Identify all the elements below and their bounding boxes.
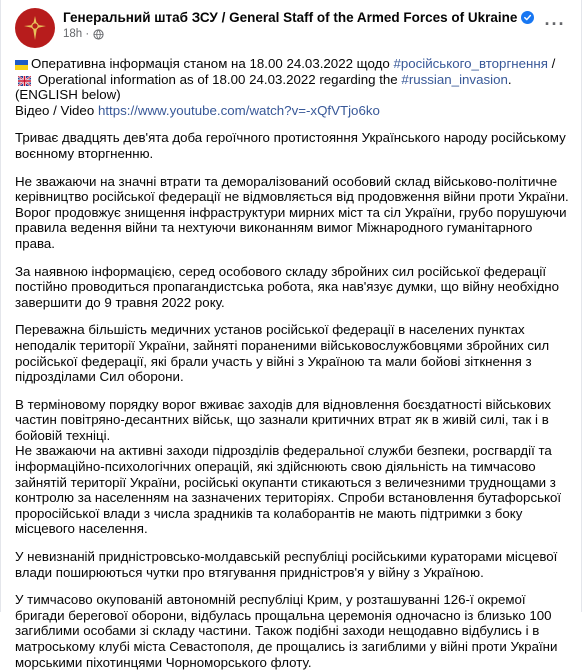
- general-staff-emblem-icon: [20, 13, 50, 43]
- post-meta: [63, 8, 541, 40]
- post-subline: [63, 28, 541, 40]
- paragraph-4: Переважна більшість медичних установ російської федерації в населених пунктах неподалік території України, зайняті пораненими військовослужбовцями збройних сил російської федерації, які брали участь у війні з Україною та мали бойові зіткнення з підрозділами Сил оборони.: [15, 322, 550, 385]
- globe-icon: [93, 29, 104, 40]
- hashtag-russian-invasion-ua[interactable]: #російського_вторгнення: [393, 56, 548, 71]
- ukraine-flag-icon: [15, 60, 28, 70]
- intro-ua-text: Оперативна інформація станом на 18.00 24.03.2022 щодо: [31, 56, 390, 71]
- post-header: [15, 8, 569, 48]
- paragraph-6: У невизнаній придністровсько-молдавській республіці російськими кураторами місцевої влади поширюються чутки про втягування придністров'я у війну з Україною.: [15, 549, 558, 580]
- paragraph-1: Триває двадцять дев'ята доба героїчного протистояння Українського народу російському воєнному вторгненню.: [15, 130, 566, 161]
- page-name[interactable]: [63, 10, 541, 25]
- more-options-icon[interactable]: ···: [544, 13, 566, 34]
- intro-paragraph: [15, 56, 569, 118]
- page-name-text[interactable]: Генеральний штаб ЗСУ / General Staff of the Armed Forces of Ukraine: [63, 10, 518, 25]
- youtube-link[interactable]: https://www.youtube.com/watch?v=-xQfVTjo6ko: [97, 102, 380, 118]
- page-avatar[interactable]: [15, 8, 55, 48]
- separator-dot: ·: [82, 28, 90, 40]
- hashtag-russian-invasion-en[interactable]: #russian_invasion: [401, 71, 508, 87]
- intro-en-text: Operational information as of 18.00 24.03.2022 regarding the: [37, 71, 398, 87]
- video-label: Відео / Video: [15, 102, 95, 118]
- post-timestamp[interactable]: 18h: [63, 28, 83, 40]
- paragraph-7: У тимчасово окупованій автономній республіці Крим, у розташуванні 126-ї окремої бригади берегової оборони, відбулась прощальна церемонія одночасно із близько 100 загиблими особами зі складу частини. Також подібні заходи нещодавно відбулись і в матроському клубі міста Севастополя, де прощались із загиблими у війні проти України морськими піхотинцями Чорноморського флоту.: [15, 592, 558, 670]
- paragraph-5: В терміновому порядку ворог вживає заходів для відновлення боєздатності військових частин повітряно-десантних військ, що зазнали критичних втрат як в живій силі, так і в бойовій техніці. Не зважаючи на активні заходи підрозділів федеральної служби безпеки, росгвардії та інформаційно-психологічних операцій, які здійснюють свою діяльність на тимчасово зайнятій території України, російські окупанти стикаються з величезними труднощами з контролю за населенням на зазначених територіях. Спроби встановлення бутафорської проросійської влади з числа зрадників та колаборантів не мають підтримки з боку місцевого населення.: [15, 396, 562, 537]
- post-body: [15, 56, 569, 670]
- verified-badge-icon: [521, 11, 534, 24]
- uk-flag-icon: [18, 76, 31, 86]
- paragraph-2: Не зважаючи на значні втрати та деморалізований особовий склад військово-політичне керівництво російської федерації не відмовляється від продовження війни проти України. Ворог продовжує знищення інфраструктури мирних міст та сіл України, грубо порушуючи правила ведення війни та нехтуючи виконанням вимог Міжнародного гуманітарного права.: [15, 173, 569, 251]
- paragraph-3: За наявною інформацією, серед особового складу збройних сил російської федерації постійно проводиться пропагандистська робота, яка нав'язує думки, що війну необхідно завершити до 9 травня 2022 року.: [15, 263, 560, 310]
- intro-separator: /: [551, 56, 556, 71]
- intro-en-suffix: . (ENGLISH below): [15, 71, 512, 103]
